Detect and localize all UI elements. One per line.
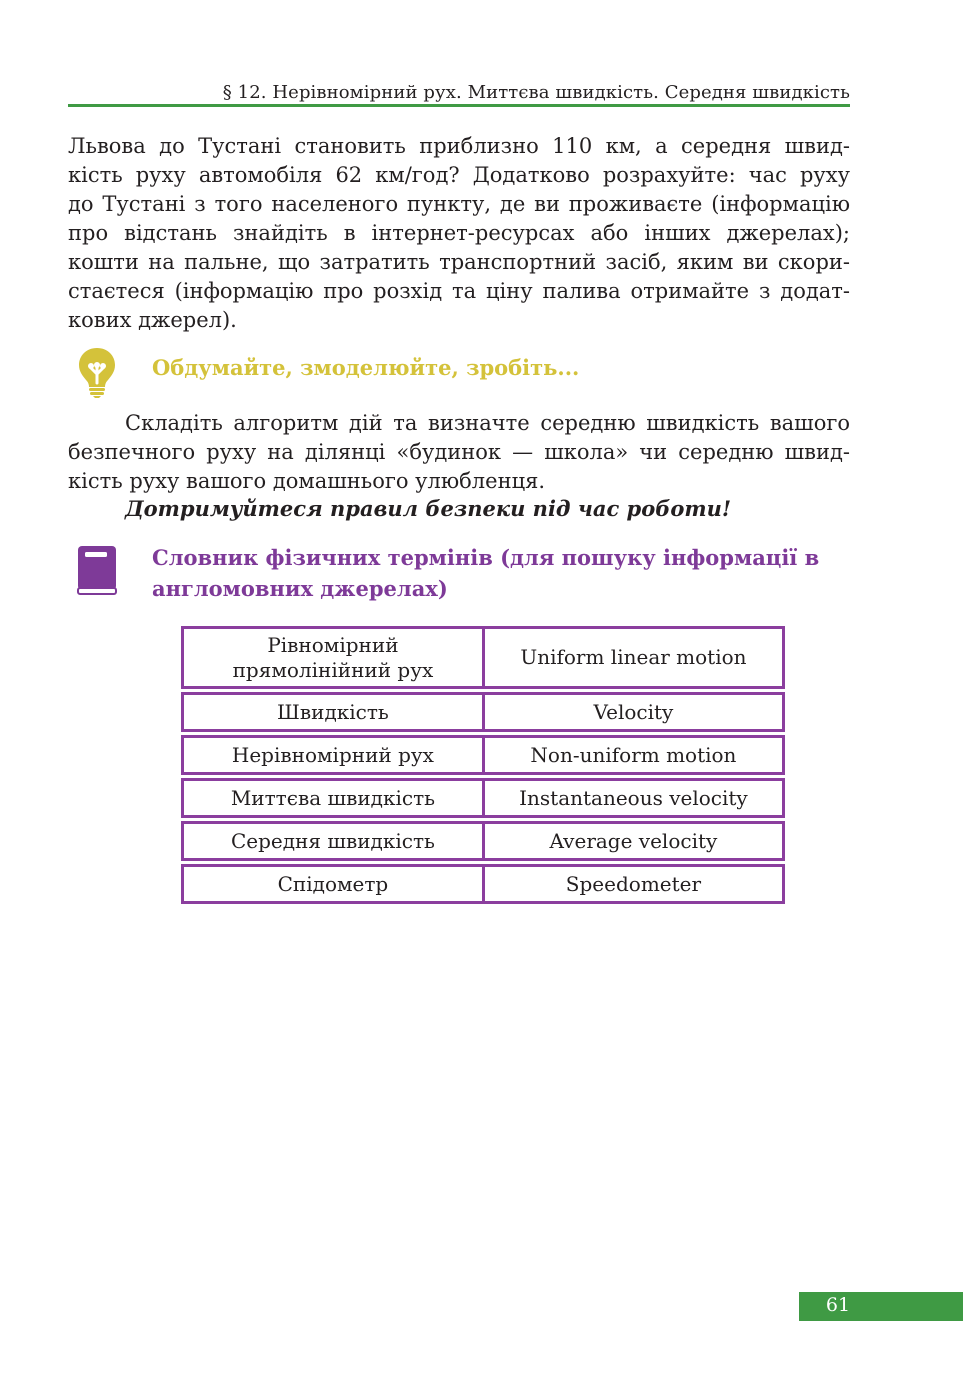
paragraph-line: кість руху автомобіля 62 км/год? Додатково розрахуйте: час руху [68, 163, 850, 187]
heading-line: Словник фізичних термінів (для пошуку інформації в [152, 545, 820, 570]
term-ukrainian-line: прямолінійний рух [232, 657, 434, 682]
term-ukrainian: Миттєва швидкість [183, 780, 484, 817]
paragraph-line: Львова до Тустані становить приблизно 110 км, а середня швид- [68, 134, 850, 158]
term-ukrainian: Спідометр [183, 866, 484, 903]
lightbulb-icon [76, 346, 118, 398]
term-ukrainian: Швидкість [183, 694, 484, 731]
term-ukrainian: Нерівномірний рух [183, 737, 484, 774]
table-row [183, 866, 784, 903]
paragraph-line: Складіть алгоритм дій та визначте середню швидкість вашого [125, 411, 850, 435]
intro-paragraph [68, 132, 850, 335]
table-row [183, 780, 784, 817]
safety-note: Дотримуйтеся правил безпеки під час роботи! [125, 496, 732, 521]
term-english: Velocity [483, 694, 783, 731]
paragraph-line: кових джерел). [68, 308, 237, 332]
book-icon [76, 545, 118, 595]
term-english: Non-uniform motion [483, 737, 783, 774]
table-row [183, 737, 784, 774]
paragraph-line: безпечного руху на ділянці «будинок — школа» чи середню швид- [68, 440, 850, 464]
paragraph-line: кошти на пальне, що затратить транспортний засіб, яким ви скори- [68, 250, 850, 274]
terms-table [181, 626, 785, 904]
term-english: Instantaneous velocity [483, 780, 783, 817]
paragraph-line: про відстань знайдіть в інтернет-ресурсах або інших джерелах); [68, 221, 850, 245]
paragraph-line: кість руху вашого домашнього улюбленця. [68, 469, 545, 493]
page-number: 61 [825, 1294, 851, 1316]
header-rule [68, 104, 850, 107]
think-paragraph [68, 409, 850, 496]
paragraph-line: стаєтеся (інформацію про розхід та ціну палива отримайте з додат- [68, 279, 850, 303]
term-english: Uniform linear motion [483, 628, 783, 688]
paragraph-line: до Тустані з того населеного пункту, де ви проживаєте (інформацію [68, 192, 850, 216]
heading-line: англомовних джерелах) [152, 576, 448, 601]
term-english: Speedometer [483, 866, 783, 903]
term-ukrainian: Середня швидкість [183, 823, 484, 860]
think-section-heading: Обдумайте, змоделюйте, зробіть... [152, 355, 580, 380]
term-english: Average velocity [483, 823, 783, 860]
table-row [183, 694, 784, 731]
term-ukrainian-line: Рівномірний [267, 632, 399, 657]
dictionary-heading [152, 542, 852, 604]
table-row [183, 628, 784, 688]
running-head: § 12. Нерівномірний рух. Миттєва швидкість. Середня швидкість [222, 82, 850, 103]
table-row [183, 823, 784, 860]
term-ukrainian [183, 628, 484, 688]
